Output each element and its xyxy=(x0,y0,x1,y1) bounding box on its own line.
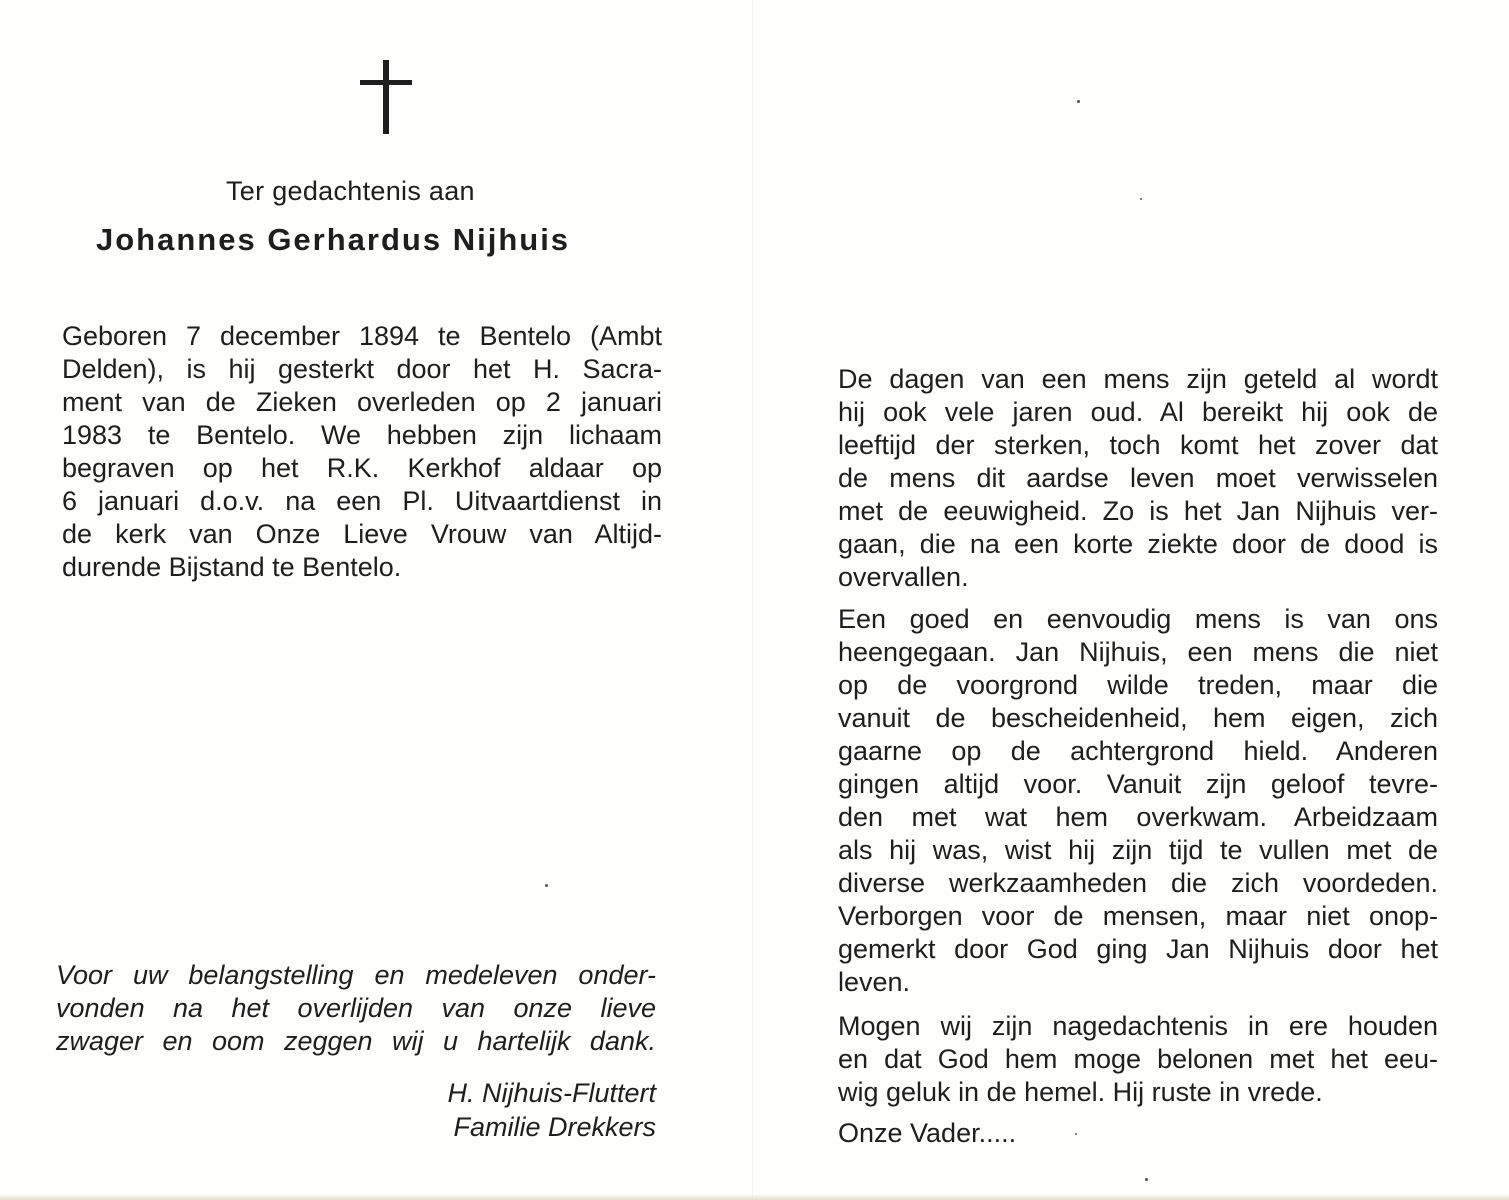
paper-speck xyxy=(1145,1178,1148,1181)
family-signatures xyxy=(380,1076,656,1144)
text-line: overvallen. xyxy=(838,562,969,592)
text-line: gaarne op de achtergrond hield. Anderen xyxy=(838,736,1438,766)
bio-line: ment van de Zieken overleden op 2 januari xyxy=(62,387,662,417)
paper-edge xyxy=(0,1194,1509,1200)
bio-line: Delden), is hij gesterkt door het H. Sacra- xyxy=(62,354,662,384)
deceased-name: Johannes Gerhardus Nijhuis xyxy=(96,222,571,257)
text-line: leven. xyxy=(838,967,911,997)
text-line: Mogen wij zijn nagedachtenis in ere houden xyxy=(838,1011,1438,1041)
thanks-line: Voor uw belangstelling en medeleven onder- xyxy=(56,960,656,990)
text-line: gingen altijd voor. Vanuit zijn geloof tevre- xyxy=(838,769,1438,799)
text-line: Verborgen voor de mensen, maar niet onop- xyxy=(838,901,1438,931)
biography-paragraph xyxy=(62,320,662,584)
fold-line xyxy=(752,0,753,1200)
thanks-line: vonden na het overlijden van onze lieve xyxy=(56,993,656,1023)
text-line: diverse werkzaamheden die zich voordeden. xyxy=(838,868,1438,898)
reflection-paragraph-2 xyxy=(838,603,1438,999)
text-line: vanuit de bescheidenheid, hem eigen, zich xyxy=(838,703,1438,733)
thanks-line: zwager en oom zeggen wij u hartelijk dank. xyxy=(56,1026,656,1056)
text-line: op de voorgrond wilde treden, maar die xyxy=(838,670,1438,700)
paper-speck xyxy=(545,884,548,887)
text-line: den met wat hem overkwam. Arbeidzaam xyxy=(838,802,1438,832)
paper-speck xyxy=(1140,198,1142,200)
bio-line: de kerk van Onze Lieve Vrouw van Altijd- xyxy=(62,519,662,549)
bio-line: begraven op het R.K. Kerkhof aldaar op xyxy=(62,453,662,483)
signature-line: H. Nijhuis-Fluttert xyxy=(447,1078,656,1108)
reflection-paragraph-3 xyxy=(838,1010,1438,1109)
closing-prayer: Onze Vader..... xyxy=(838,1118,1017,1148)
text-line: de mens dit aardse leven moet verwisselen xyxy=(838,463,1438,493)
text-line: wig geluk in de hemel. Hij ruste in vrede. xyxy=(838,1077,1323,1107)
paper-speck xyxy=(1075,1133,1077,1135)
memorial-intro: Ter gedachtenis aan xyxy=(226,176,475,206)
text-line: heengegaan. Jan Nijhuis, een mens die niet xyxy=(838,637,1438,667)
text-line: en dat God hem moge belonen met het eeu- xyxy=(838,1044,1438,1074)
bio-line: durende Bijstand te Bentelo. xyxy=(62,552,402,582)
reflection-paragraph-1 xyxy=(838,363,1438,594)
text-line: leeftijd der sterken, toch komt het zover dat xyxy=(838,430,1438,460)
text-line: gaan, die na een korte ziekte door de dood is xyxy=(838,529,1438,559)
text-line: met de eeuwigheid. Zo is het Jan Nijhuis ver- xyxy=(838,496,1438,526)
thanks-paragraph xyxy=(56,959,656,1058)
paper-speck xyxy=(1077,100,1080,103)
text-line: als hij was, wist hij zijn tijd te vullen met de xyxy=(838,835,1438,865)
bio-line: Geboren 7 december 1894 te Bentelo (Ambt xyxy=(62,321,662,351)
signature-line: Familie Drekkers xyxy=(453,1112,656,1142)
cross-icon xyxy=(356,58,416,138)
bio-line: 6 januari d.o.v. na een Pl. Uitvaartdienst in xyxy=(62,486,662,516)
text-line: Een goed en eenvoudig mens is van ons xyxy=(838,604,1438,634)
text-line: hij ook vele jaren oud. Al bereikt hij ook de xyxy=(838,397,1438,427)
bio-line: 1983 te Bentelo. We hebben zijn lichaam xyxy=(62,420,662,450)
text-line: De dagen van een mens zijn geteld al wordt xyxy=(838,364,1438,394)
text-line: gemerkt door God ging Jan Nijhuis door het xyxy=(838,934,1438,964)
